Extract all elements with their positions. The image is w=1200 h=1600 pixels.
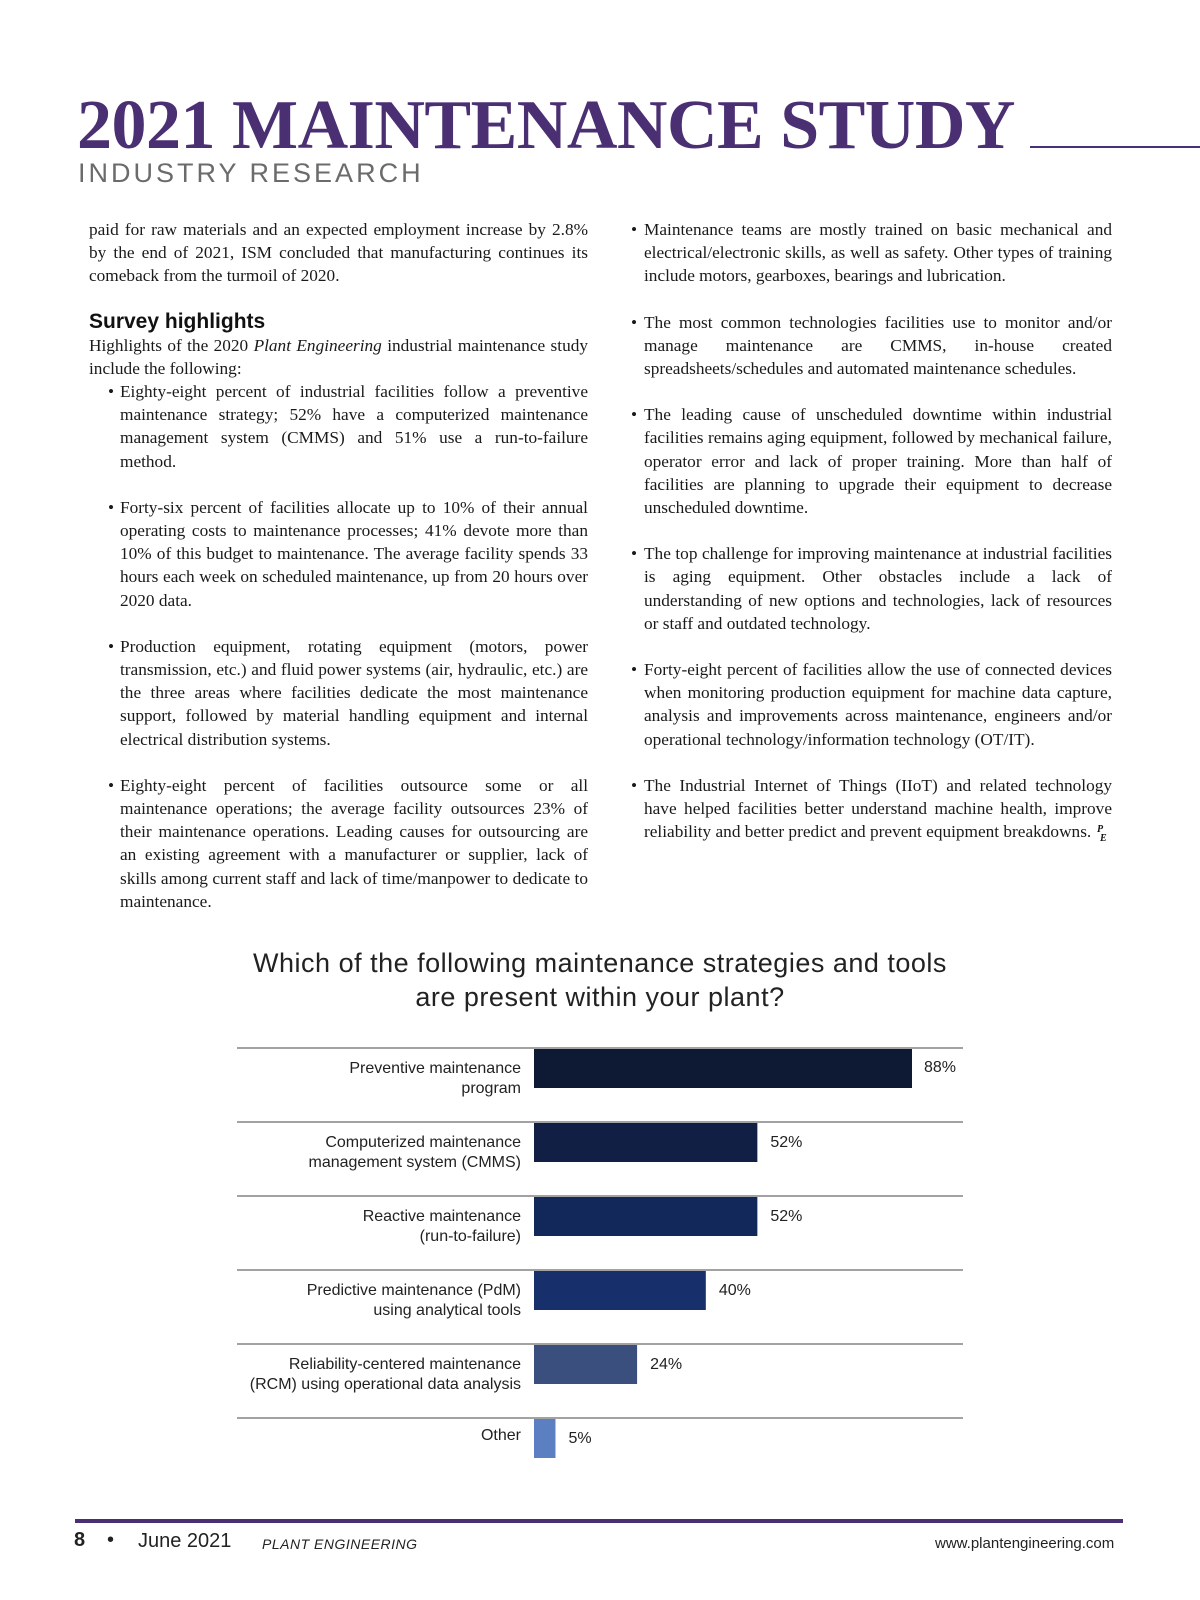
value-label: 5% (568, 1430, 592, 1447)
category-label: Other (480, 1427, 521, 1444)
bullet-text: The Industrial Internet of Things (IIoT) and related technology have helped facilities better understand machine health, improve reliability and better predict and prevent equipment breakdowns. (644, 775, 1112, 842)
publication-name: PLANT ENGINEERING (262, 1536, 418, 1552)
publication-italic: Plant Engineering (253, 335, 382, 355)
intro-paragraph: paid for raw materials and an expected employment increase by 2.8% by the end of 2021, ISM concluded that manufacturing continues its comeback from the turmoil of 2020. (89, 220, 588, 286)
chart-bar (534, 1123, 757, 1162)
bullet-item: • Maintenance teams are mostly trained on basic mechanical and electrical/electronic skills, as well as safety. Other types of training include motors, gearboxes, bearings and lubrication. (644, 218, 1112, 288)
website-url: www.plantengineering.com (935, 1535, 1115, 1552)
chart-title-line: are present within your plant? (415, 982, 785, 1012)
page-title: 2021 MAINTENANCE STUDY (77, 87, 1015, 164)
bullet-item: • Eighty-eight percent of facilities outsource some or all maintenance operations; the average facility outsources 23% of their maintenance operations. Leading causes for outsourcing are an existing agreement with a manufacturer or supplier, lack of skills among current staff and lack of time/manpower to dedicate to maintenance. (120, 774, 588, 913)
category-label: Computerized maintenance (325, 1134, 521, 1151)
bullet-item: • Forty-eight percent of facilities allow the use of connected devices when monitoring production equipment for machine data capture, analysis and improvements across maintenance, engineers and/or operational technology/information technology (OT/IT). (644, 658, 1112, 751)
bullet-item: • Eighty-eight percent of industrial facilities follow a preventive maintenance strategy; 52% have a computerized maintenance management system (CMMS) and 51% use a run-to-failure method. (120, 380, 588, 473)
bullet-item: • Production equipment, rotating equipment (motors, power transmission, etc.) and fluid power systems (air, hydraulic, etc.) are the three areas where facilities dedicate the most maintenance support, followed by material handling equipment and internal electrical distribution systems. (120, 635, 588, 751)
value-label: 52% (770, 1208, 803, 1225)
value-label: 88% (924, 1059, 957, 1076)
category-label: Reactive maintenance (362, 1208, 521, 1225)
chart-bar (534, 1419, 555, 1458)
bullet-item: • The leading cause of unscheduled downtime within industrial facilities remains aging equipment, followed by mechanical failure, operator error and lack of proper training. More than half of facilities are planning to upgrade their equipment to decrease unscheduled downtime. (644, 403, 1112, 519)
chart-title-line: Which of the following maintenance strategies and tools (253, 948, 947, 978)
pe-mark-e: E (1100, 833, 1107, 844)
category-label: (RCM) using operational data analysis (249, 1376, 521, 1393)
category-label: management system (CMMS) (308, 1154, 521, 1171)
category-label: Reliability-centered maintenance (288, 1356, 521, 1373)
category-label: Predictive maintenance (PdM) (306, 1282, 521, 1299)
bullet-item: • Forty-six percent of facilities allocate up to 10% of their annual operating costs to maintenance processes; 41% devote more than 10% of this budget to maintenance. The average facility spends 33 hours each week on scheduled maintenance, up from 20 hours over 2020 data. (120, 496, 588, 612)
footer-rule (75, 1519, 1123, 1523)
pe-mark-p: P (1097, 824, 1104, 836)
highlights-prefix: Highlights of the 2020 (89, 335, 254, 355)
value-label: 52% (770, 1134, 803, 1151)
value-label: 40% (718, 1282, 751, 1299)
category-label: Preventive maintenance (349, 1060, 521, 1077)
chart-bar (534, 1271, 706, 1310)
section-heading: Survey highlights (89, 309, 266, 333)
bullet-item: • The top challenge for improving maintenance at industrial facilities is aging equipment. Other obstacles include a lack of understanding of new options and technologies, lack of resources or staff and outdated technology. (644, 542, 1112, 635)
issue-date: June 2021 (138, 1530, 232, 1552)
category-label: (run-to-failure) (419, 1228, 521, 1245)
page-number: 8 (74, 1529, 86, 1551)
chart-bar (534, 1345, 637, 1384)
value-label: 24% (650, 1356, 683, 1373)
category-label: program (461, 1080, 521, 1097)
footer-separator: • (107, 1529, 115, 1551)
chart-bar (534, 1049, 912, 1088)
chart-bar (534, 1197, 757, 1236)
page-subtitle: INDUSTRY RESEARCH (78, 158, 424, 188)
category-label: using analytical tools (373, 1302, 521, 1319)
highlights-suffix: industrial maintenance study include the following: (89, 335, 588, 378)
bullet-item: • The most common technologies facilities use to monitor and/or manage maintenance are CMMS, in-house created spreadsheets/schedules and automated maintenance schedules. (644, 311, 1112, 381)
